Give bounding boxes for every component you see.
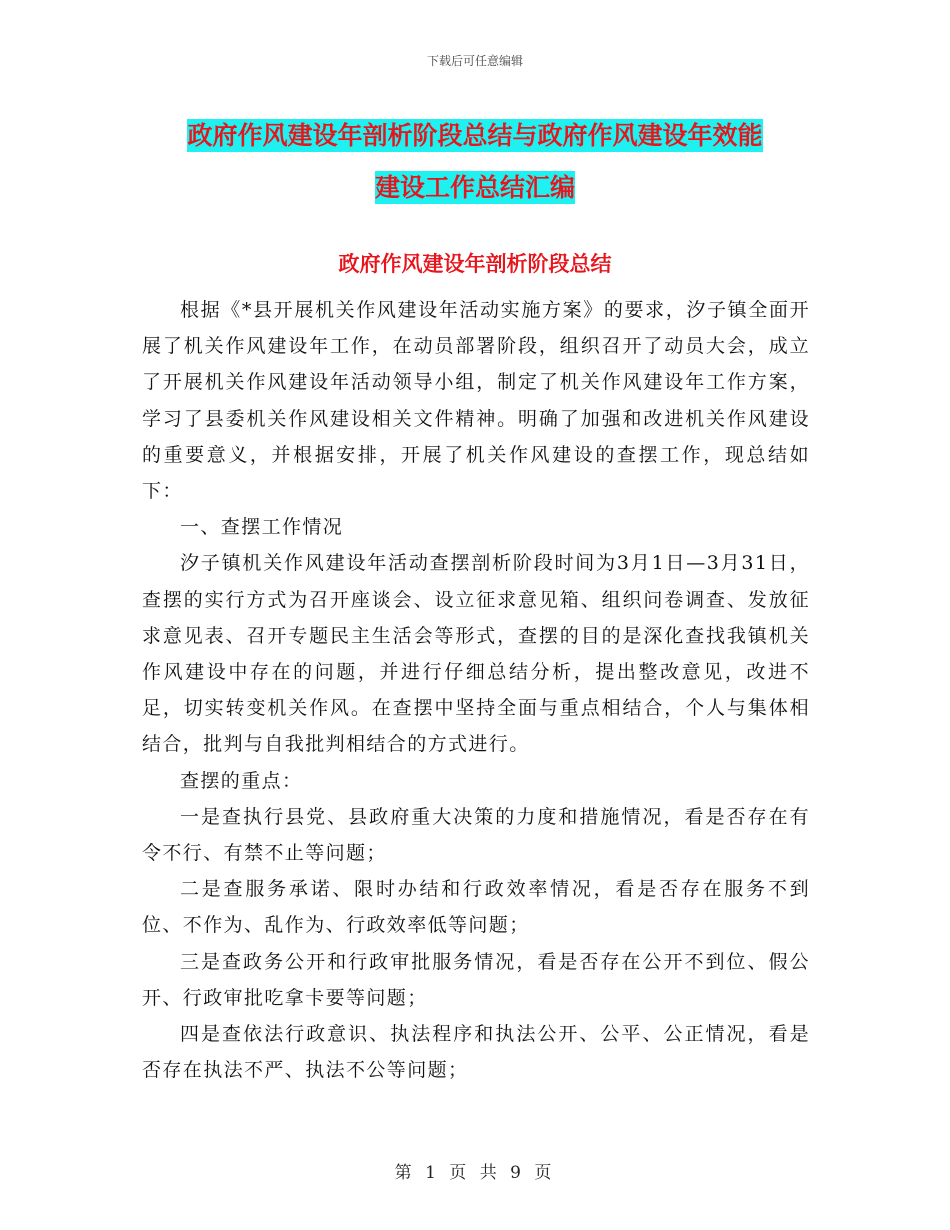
document-body <box>142 292 810 1088</box>
paragraph: 查摆的重点： <box>180 769 303 792</box>
header-note: 下载后可任意编辑 <box>426 54 523 68</box>
document-title-line1: 政府作风建设年剖析阶段总结与政府作风建设年效能 <box>187 121 763 150</box>
page-number: 第 1 页 共 9 页 <box>394 1163 556 1183</box>
paragraph: 汐子镇机关作风建设年活动查摆剖析阶段时间为3月1日—3月31日，查摆的实行方式为召开座谈会、设立征求意见箱、组织问卷调查、发放征求意见表、召开专题民主生活会等形式，查摆的目的是深化查找我镇机关作风建设中存在的问题，并进行仔细总结分析，提出整改意见，改进不足，切实转变机关作风。在查摆中坚持全面与重点相结合，个人与集体相结合，批判与自我批判相结合的方式进行。 <box>142 552 810 756</box>
document-title-line2: 建设工作总结汇编 <box>374 173 575 202</box>
paragraph: 三是查政务公开和行政审批服务情况，看是否存在公开不到位、假公开、行政审批吃拿卡要等问题； <box>142 950 810 1009</box>
paragraph: 根据《*县开展机关作风建设年活动实施方案》的要求，汐子镇全面开展了机关作风建设年工作，在动员部署阶段，组织召开了动员大会，成立了开展机关作风建设年活动领导小组，制定了机关作风建设年工作方案，学习了县委机关作风建设相关文件精神。明确了加强和改进机关作风建设的重要意义，并根据安排，开展了机关作风建设的查摆工作，现总结如下： <box>142 299 810 503</box>
section-title: 政府作风建设年剖析阶段总结 <box>338 252 612 276</box>
document-title <box>140 110 810 214</box>
paragraph: 一、查摆工作情况 <box>180 516 344 539</box>
paragraph: 四是查依法行政意识、执法程序和执法公开、公平、公正情况，看是否存在执法不严、执法不公等问题； <box>142 1023 810 1082</box>
paragraph: 一是查执行县党、县政府重大决策的力度和措施情况，看是否存在有令不行、有禁不止等问题； <box>142 805 810 865</box>
paragraph: 二是查服务承诺、限时办结和行政效率情况，看是否存在服务不到位、不作为、乱作为、行政效率低等问题； <box>142 878 810 937</box>
